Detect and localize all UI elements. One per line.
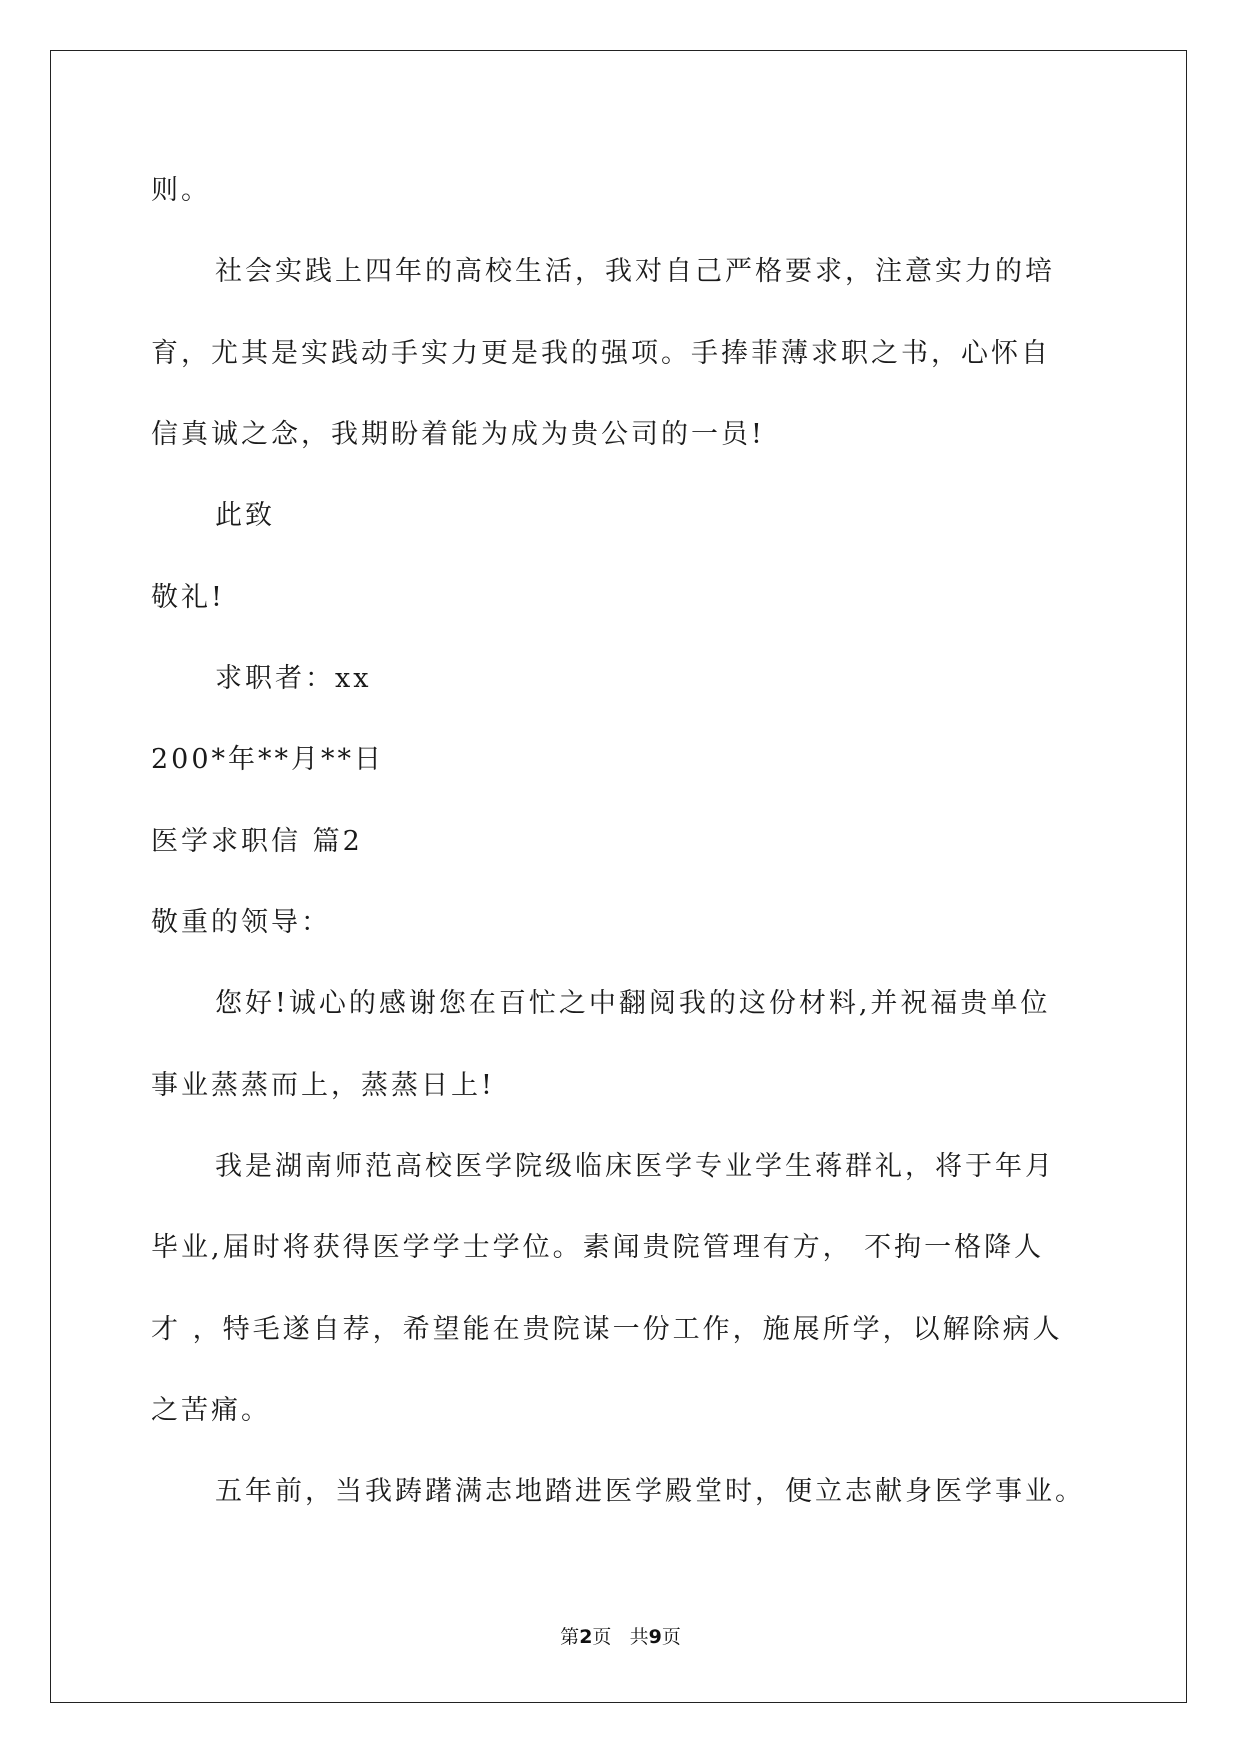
footer-total-prefix: 共 bbox=[629, 1626, 649, 1648]
page-border bbox=[50, 50, 1187, 1703]
salutation-closing: 此致 bbox=[215, 500, 275, 531]
page-footer bbox=[0, 1622, 1241, 1649]
text-line: 社会实践上四年的高校生活，我对自己严格要求，注意实力的培 bbox=[215, 256, 1055, 287]
section-title: 医学求职信 篇2 bbox=[151, 826, 363, 857]
salutation-regards: 敬礼! bbox=[151, 582, 225, 613]
footer-page-prefix: 第 bbox=[560, 1626, 580, 1648]
text-line: 则。 bbox=[151, 175, 211, 206]
text-line: 之苦痛。 bbox=[151, 1395, 271, 1426]
date-line: 200*年**月**日 bbox=[151, 744, 385, 775]
footer-page-suffix: 页 bbox=[592, 1626, 612, 1648]
footer-total-pages: 9 bbox=[648, 1626, 662, 1648]
signature-line: 求职者：xx bbox=[215, 663, 372, 694]
text-line: 信真诚之念，我期盼着能为成为贵公司的一员! bbox=[151, 419, 765, 450]
text-line: 五年前，当我踌躇满志地踏进医学殿堂时，便立志献身医学事业。 bbox=[215, 1476, 1085, 1507]
text-line: 我是湖南师范高校医学院级临床医学专业学生蒋群礼，将于年月 bbox=[215, 1151, 1055, 1182]
text-line: 才 ，特毛遂自荐，希望能在贵院谋一份工作，施展所学，以解除病人 bbox=[151, 1314, 1063, 1345]
text-line: 事业蒸蒸而上，蒸蒸日上! bbox=[151, 1070, 495, 1101]
footer-page-number: 2 bbox=[579, 1626, 593, 1648]
text-line: 毕业,届时将获得医学学士学位。素闻贵院管理有方， 不拘一格降人 bbox=[151, 1232, 1045, 1263]
text-line: 您好!诚心的感谢您在百忙之中翻阅我的这份材料,并祝福贵单位 bbox=[215, 988, 1051, 1019]
greeting-line: 敬重的领导： bbox=[151, 907, 331, 938]
footer-total-suffix: 页 bbox=[661, 1626, 681, 1648]
text-line: 育，尤其是实践动手实力更是我的强项。手捧菲薄求职之书，心怀自 bbox=[151, 338, 1051, 369]
